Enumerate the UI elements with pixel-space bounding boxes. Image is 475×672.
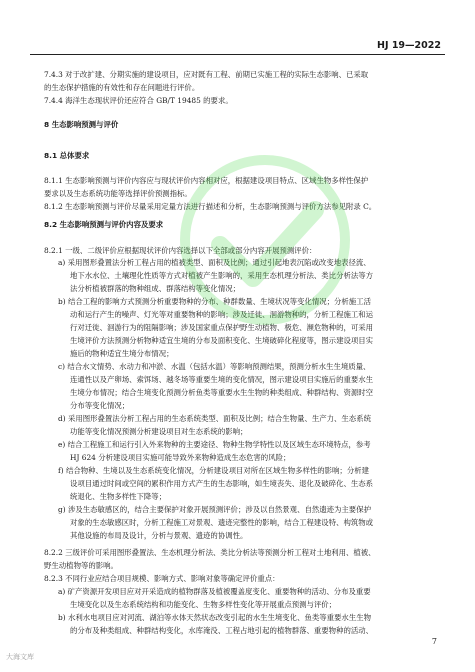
text-line: HJ 624 分析建设项目实施可能导致外来物种造成生态危害的风险； xyxy=(70,453,291,462)
text-line: 对象的生态敏感区时，分析工程施工对景观、遗迹完整性的影响，结合工程建设特、构筑物或 xyxy=(70,518,374,527)
text-line: b) 结合工程的影响方式预测分析重要物种的分布、种群数量、生境状况等变化情况；分析施工活 xyxy=(58,297,371,306)
text-line: 的生态保护措施的有效性和存在问题进行评价。 xyxy=(44,83,200,92)
text-line: 8.1.2 生态影响预测与评价尽量采用定量方法进行描述和分析，生态影响预测与评价方法参见附录 C。 xyxy=(44,202,377,211)
text-line: 施后的物种适宜生境分布情况； xyxy=(70,349,174,358)
text-line: 生境分布情况；结合生境变化预测分析鱼类等重要水生生物的种类组成、种群结构、资源时空 xyxy=(70,388,374,397)
text-line: d) 采用图形叠置法分析工程占用的生态系统类型、面积及比例；结合生物量、生产力、生态系统 xyxy=(58,414,371,423)
text-line: 8.1.1 生态影响预测与评价内容应与现状评价内容相对应，根据建设项目特点、区域生物多样性保护 xyxy=(44,176,369,185)
text-line: 动和运行产生的噪声、灯光等对重要物种的影响；涉及迁徙、洄游物种的，分析工程施工和运 xyxy=(70,310,374,319)
text-line: 连通性以及产卵场、索饵场、越冬场等重要生境的变化情况，图示建设项目实施后的重要水生 xyxy=(70,375,374,384)
text-line: 8.2.2 三级评价可采用图形叠置法、生态机理分析法、类比分析法等预测分析工程对土地利用、植被、 xyxy=(44,548,376,557)
text-line: 功能等变化情况预测分析建设项目对生态系统的影响； xyxy=(70,427,248,436)
text-line: 地下水水位、土壤理化性质等方式对植被产生影响的，采用生态机理分析法、类比分析法等方 xyxy=(70,271,374,280)
text-line: 的分布及种类组成、种群结构变化，水库淹没、工程占地引起的植物群落、重要物种的活动、 xyxy=(70,626,374,635)
text-line: e) 结合工程施工和运行引入外来物种的主要途径、物种生物学特性以及区域生态环境特点，参考 xyxy=(58,440,371,449)
text-line: c) 结合水文情势、水动力和冲淤、水温（包括水温）等影响预测结果，预测分析水生生境质量、 xyxy=(58,362,371,371)
section-heading: 8.1 总体要求 xyxy=(44,151,90,160)
text-line: 分布等变化情况； xyxy=(70,401,130,410)
document-code: HJ 19—2022 xyxy=(377,40,441,51)
text-line: b) 水利水电项目应对河流、湖泊等水体天然状态改变引起的水生生境变化、鱼类等重要水生生物 xyxy=(58,613,371,622)
text-line: 7.4.3 对于改扩建、分期实施的建设项目，应对既有工程、前期已实施工程的实际生态影响、已采取 xyxy=(44,70,369,79)
section-heading: 8 生态影响预测与评价 xyxy=(44,120,119,129)
text-line: 野生动植物等的影响。 xyxy=(44,561,118,570)
text-line: a) 矿产资源开发项目应对开采造成的植物群落及植被覆盖度变化、重要物种的活动、分布及重要 xyxy=(58,587,371,596)
text-line: 8.2.1 一级、二级评价应根据现状评价内容选择以下全部或部分内容开展预测评价： xyxy=(44,246,317,255)
text-line: 行对迁徙、洄游行为的阻隔影响；涉及国家重点保护野生动植物、极危、濒危物种的，可采用 xyxy=(70,323,374,332)
text-line: f) 结合物种、生境以及生态系统变化情况，分析建设项目对所在区域生物多样性的影响；分析建 xyxy=(58,466,369,475)
page-number: 7 xyxy=(431,637,437,646)
text-line: 法分析植被群落的物种组成、群落结构等变化情况； xyxy=(70,284,240,293)
header-rule xyxy=(30,54,445,55)
text-line: 其他设施的布局及设计，分析与景观、遗迹的协调性。 xyxy=(70,531,248,540)
text-line: g) 涉及生态敏感区的，结合主要保护对象开展预测评价；涉及以自然景观、自然遗迹为主要保护 xyxy=(58,505,371,514)
text-line: a) 采用图形叠置法分析工程占用的植被类型、面积及比例；通过引起地表沉陷或改变地表径流、 xyxy=(58,258,371,267)
text-line: 生境变化以及生态系统结构和功能变化、生物多样性变化等开展重点预测与评价； xyxy=(70,600,337,609)
watermark: 大海文库 xyxy=(6,653,34,661)
text-line: 要求以及生态系统功能等选择评价预测指标。 xyxy=(44,189,192,198)
text-line: 设项目通过时间或空间的累积作用方式产生的生态影响，如生境丧失、退化及破碎化、生态系 xyxy=(70,479,374,488)
section-heading: 8.2 生态影响预测与评价内容及要求 xyxy=(44,220,164,229)
text-line: 统退化、生物多样性下降等； xyxy=(70,492,167,501)
text-line: 生境评价方法预测分析物种适宜生境的分布及面积变化、生境破碎化程度等，图示建设项目实 xyxy=(70,336,374,345)
text-line: 7.4.4 海洋生态现状评价还应符合 GB/T 19485 的要求。 xyxy=(44,96,233,105)
text-line: 8.2.3 不同行业应结合项目规模、影响方式、影响对象等确定评价重点： xyxy=(44,574,280,583)
